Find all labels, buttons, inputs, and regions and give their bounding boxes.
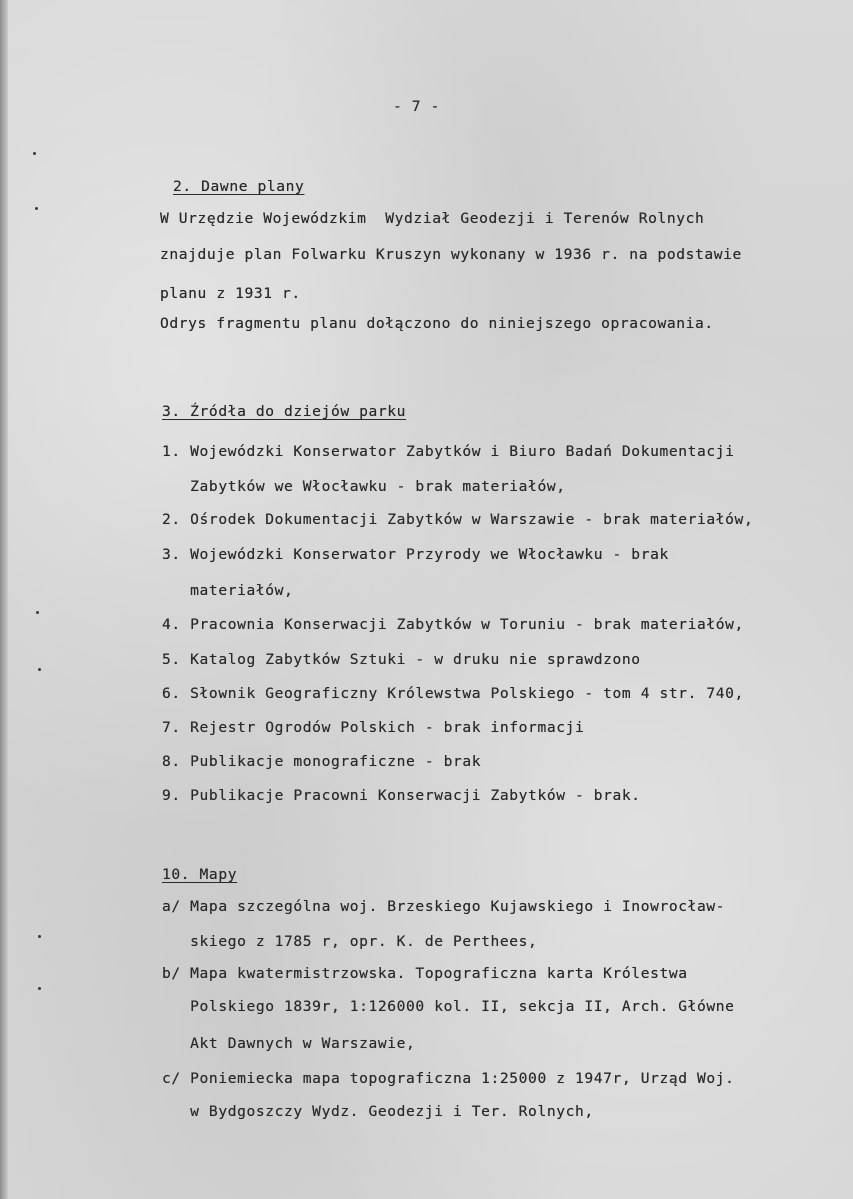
section-heading: 10. Mapy: [162, 866, 238, 883]
margin-speck: [38, 987, 41, 990]
list-item: 6. Słownik Geograficzny Królewstwa Polskiego - tom 4 str. 740,: [162, 685, 744, 702]
list-item: 2. Ośrodek Dokumentacji Zabytków w Warszawie - brak materiałów,: [162, 511, 754, 528]
list-item: w Bydgoszczy Wydz. Geodezji i Ter. Rolnych,: [162, 1103, 594, 1120]
section-heading: 3. Źródła do dziejów parku: [162, 403, 407, 420]
list-item: 4. Pracownia Konserwacji Zabytków w Toruniu - brak materiałów,: [162, 616, 744, 633]
list-item: c/ Poniemiecka mapa topograficzna 1:25000 z 1947r, Urząd Woj.: [162, 1070, 735, 1087]
list-item: 5. Katalog Zabytków Sztuki - w druku nie sprawdzono: [162, 651, 641, 668]
section-heading: 2. Dawne plany: [173, 178, 305, 195]
text-line: znajduje plan Folwarku Kruszyn wykonany w 1936 r. na podstawie: [160, 246, 742, 263]
list-item: materiałów,: [162, 582, 294, 599]
page-scan-edge: [0, 0, 8, 1199]
page-number: - 7 -: [393, 98, 440, 115]
text-line: W Urzędzie Wojewódzkim Wydział Geodezji i Terenów Rolnych: [160, 210, 705, 227]
margin-speck: [38, 935, 41, 938]
list-item: 3. Wojewódzki Konserwator Przyrody we Włocławku - brak: [162, 546, 669, 563]
margin-speck: [38, 668, 41, 671]
list-item: skiego z 1785 r, opr. K. de Perthees,: [162, 933, 538, 950]
text-line: Odrys fragmentu planu dołączono do niniejszego opracowania.: [160, 315, 714, 332]
list-item: 8. Publikacje monograficzne - brak: [162, 753, 482, 770]
margin-speck: [35, 207, 38, 210]
margin-speck: [33, 152, 36, 155]
text-line: planu z 1931 r.: [160, 285, 301, 302]
list-item: 1. Wojewódzki Konserwator Zabytków i Biuro Badań Dokumentacji: [162, 443, 735, 460]
list-item: 9. Publikacje Pracowni Konserwacji Zabytków - brak.: [162, 787, 641, 804]
list-item: Polskiego 1839r, 1:126000 kol. II, sekcja II, Arch. Główne: [162, 998, 735, 1015]
list-item: a/ Mapa szczególna woj. Brzeskiego Kujawskiego i Inowrocław-: [162, 898, 726, 915]
list-item: Zabytków we Włocławku - brak materiałów,: [162, 478, 566, 495]
margin-speck: [36, 611, 39, 614]
list-item: 7. Rejestr Ogrodów Polskich - brak informacji: [162, 719, 585, 736]
list-item: Akt Dawnych w Warszawie,: [162, 1035, 416, 1052]
list-item: b/ Mapa kwatermistrzowska. Topograficzna karta Królestwa: [162, 965, 688, 982]
